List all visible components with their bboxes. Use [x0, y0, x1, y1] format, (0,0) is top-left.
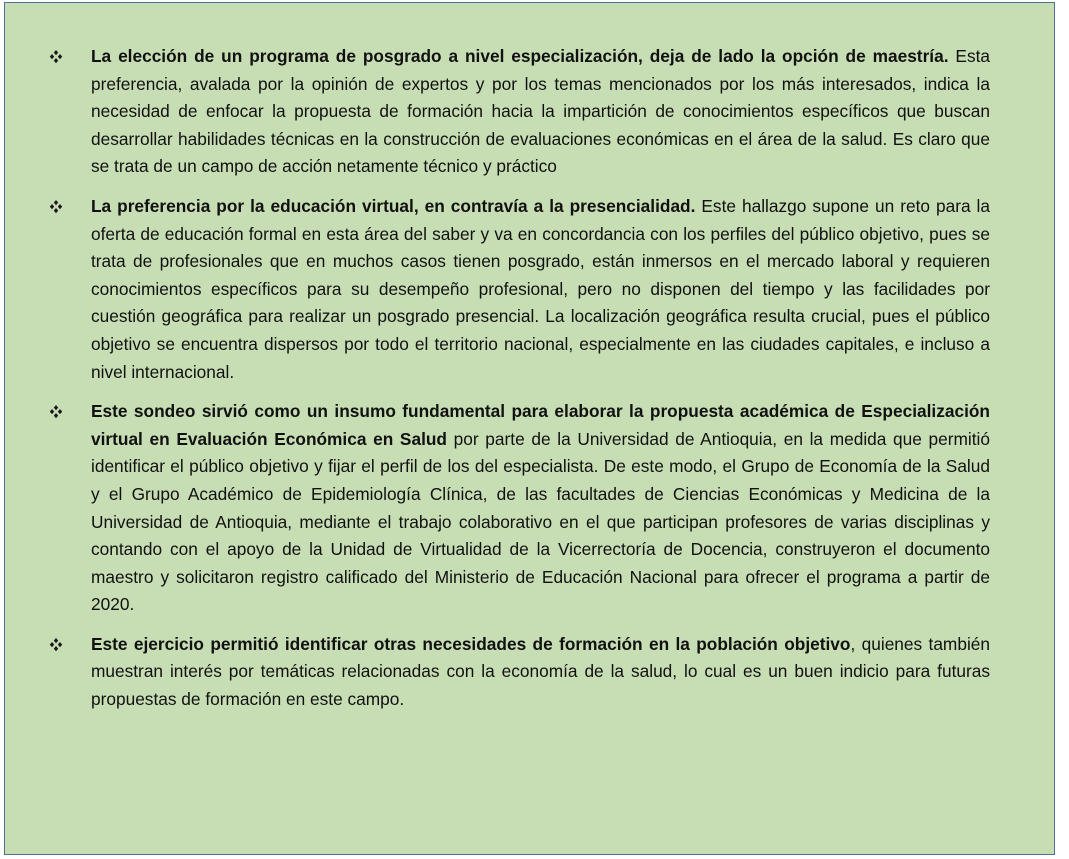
- list-item-body: por parte de la Universidad de Antioquia, en la medida que permitió identificar el público objetivo y fijar el perfil de los del especialista. De este modo, el Grupo de Economía de la Salud y el Grupo Académico de Epidemiología Clínica, de las facultades de Ciencias Económicas y Medicina de la Universidad de Antioquia, mediante el trabajo colaborativo en el que participan profesores de varias disciplinas y contando con el apoyo de la Unidad de Virtualidad de la Vicerrectoría de Docencia, construyeron el documento maestro y solicitaron registro calificado del Ministerio de Educación Nacional para ofrecer el programa a partir de 2020.: [91, 428, 990, 615]
- four-diamond-bullet-icon: [45, 43, 67, 71]
- list-item: [5, 398, 1054, 619]
- list-item-body: Este hallazgo supone un reto para la oferta de educación formal en esta área del saber y va en concordancia con los perfiles del público objetivo, pues se trata de profesionales que en muchos casos tienen posgrado, están inmersos en el mercado laboral y requieren conocimientos específicos para su desempeño profesional, pero no disponen del tiempo y las facilidades por cuestión geográfica para realizar un posgrado presencial. La localización geográfica resulta crucial, pues el público objetivo se encuentra dispersos por todo el territorio nacional, especialmente en las ciudades capitales, e incluso a nivel internacional.: [91, 195, 990, 382]
- list-item-bold-lead: La preferencia por la educación virtual, en contravía a la presencialidad.: [91, 195, 696, 216]
- list-item-text: [91, 43, 990, 181]
- list-item-text: [91, 398, 990, 619]
- four-diamond-bullet-icon: [45, 631, 67, 659]
- list-item: [5, 631, 1054, 714]
- list-item-body: , quienes también muestran interés por temáticas relacionadas con la economía de la salud, lo cual es un buen indicio para futuras propuestas de formación en este campo.: [91, 633, 991, 710]
- list-item-bold-lead: Este sondeo sirvió como un insumo fundamental para elaborar la propuesta académica de Especialización virtual en Evaluación Económica en Salud: [91, 401, 990, 449]
- list-item-text: [91, 193, 990, 386]
- list-item-bold-lead: Este ejercicio permitió identificar otras necesidades de formación en la población objetivo: [91, 633, 851, 654]
- list-item: [5, 193, 1054, 386]
- summary-box: [4, 2, 1055, 855]
- list-item-body: Esta preferencia, avalada por la opinión de expertos y por los temas mencionados por los más interesados, indica la necesidad de enfocar la propuesta de formación hacia la impartición de conocimientos específicos que buscan desarrollar habilidades técnicas en la construcción de evaluaciones económicas en el área de la salud. Es claro que se trata de un campo de acción netamente técnico y práctico: [91, 46, 990, 177]
- findings-list: [5, 43, 1054, 726]
- list-item: [5, 43, 1054, 181]
- four-diamond-bullet-icon: [45, 398, 67, 426]
- list-item-bold-lead: La elección de un programa de posgrado a nivel especialización, deja de lado la opción de maestría.: [91, 46, 949, 66]
- list-item-text: [91, 631, 990, 714]
- four-diamond-bullet-icon: [45, 193, 67, 221]
